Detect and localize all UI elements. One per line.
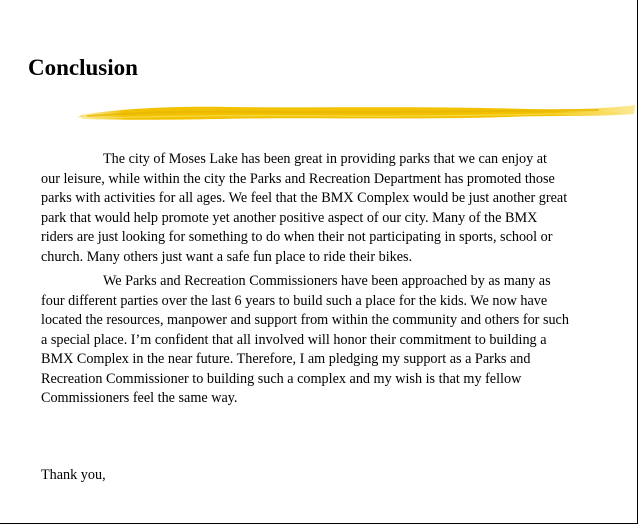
body-paragraph-commissioners: We Parks and Recreation Commissioners have been approached by as many as four different parties over the last 6 years to build such a place for the kids. We now have located the resources, manpower and support from within the community and others for such a special place. I’m confident that all involved will honor their commitment to building a BMX Complex in the near future. Therefore, I am pledging my support as a Parks and Recreation Commissioner to building such a complex and my wish is that my fellow Commissioners feel the same way. — [41, 273, 569, 406]
body-text — [41, 150, 569, 414]
page-title: Conclusion — [28, 55, 138, 80]
body-paragraph-parks: The city of Moses Lake has been great in providing parks that we can enjoy at our leisure, while within the city the Parks and Recreation Department has promoted those parks with activities for all ages. We feel that the BMX Complex would be just another great park that would help promote yet another positive aspect of our city. Many of the BMX riders are just looking for something to do when their not participating in sports, school or church. Many others just want a safe fun place to ride their bikes. — [41, 151, 568, 265]
closing-text: Thank you, — [41, 467, 106, 483]
brush-stroke-divider — [78, 100, 637, 126]
